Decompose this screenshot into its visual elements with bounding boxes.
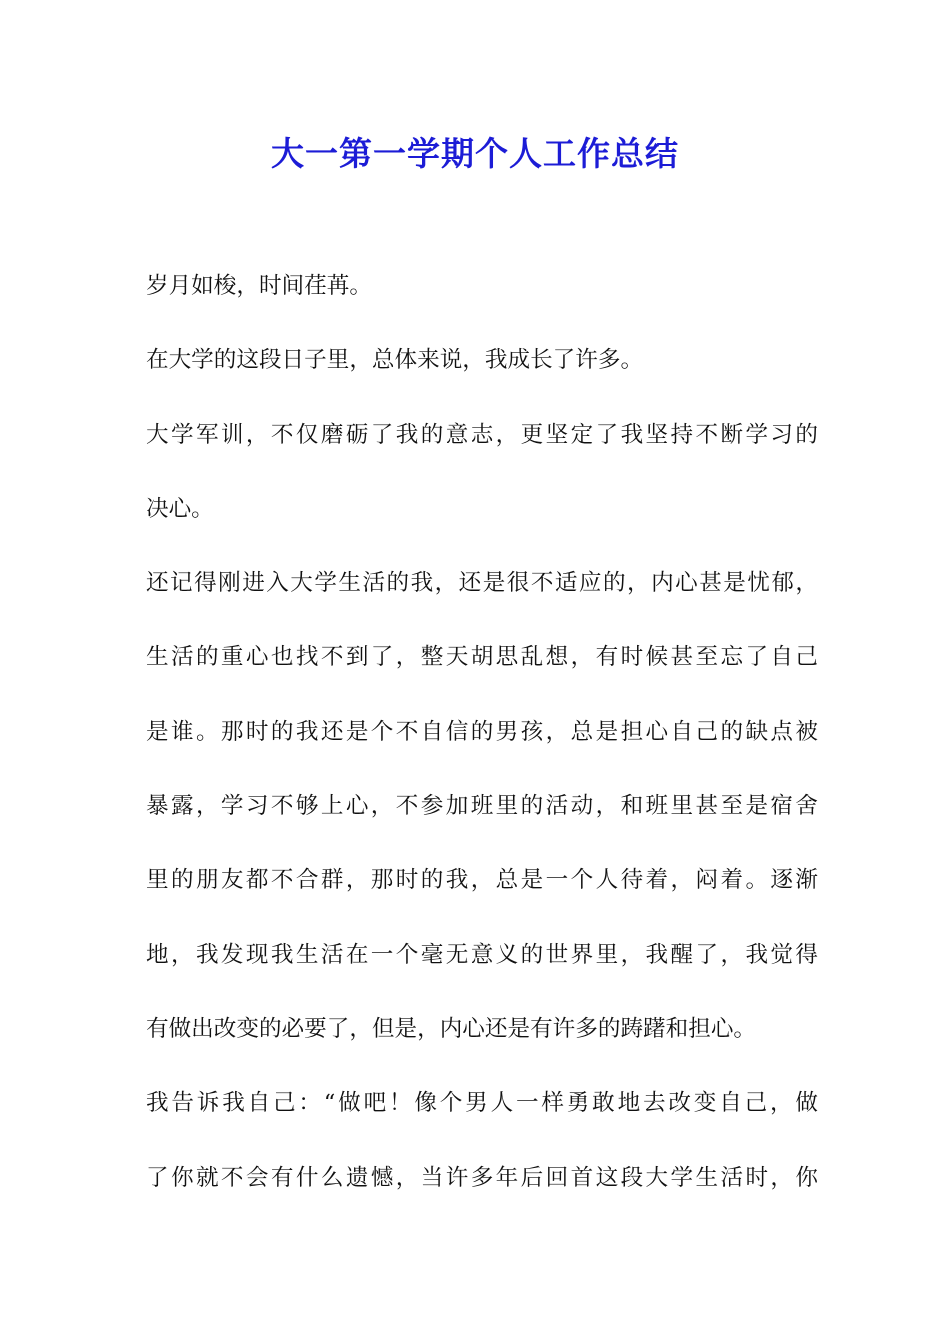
paragraph-line: 决心。: [146, 495, 214, 522]
document-title: 大一第一学期个人工作总结: [271, 134, 679, 173]
document-body: [146, 266, 818, 1232]
paragraph-line: 在大学的这段日子里，总体来说，我成长了许多。: [146, 347, 644, 374]
paragraph-line: 暴露，学习不够上心，不参加班里的活动，和班里甚至是宿舍: [146, 793, 818, 820]
paragraph-line: 还记得刚进入大学生活的我，还是很不适应的，内心甚是忧郁，: [146, 570, 818, 597]
paragraph-line: 有做出改变的必要了，但是，内心还是有许多的踌躇和担心。: [146, 1015, 757, 1042]
paragraph-line: 我告诉我自己：“做吧！像个男人一样勇敢地去改变自己，做: [146, 1090, 818, 1117]
paragraph-line: 是谁。那时的我还是个不自信的男孩，总是担心自己的缺点被: [146, 718, 818, 745]
paragraph-line: 生活的重心也找不到了，整天胡思乱想，有时候甚至忘了自己: [146, 644, 818, 671]
paragraph-line: 地，我发现我生活在一个毫无意义的世界里，我醒了，我觉得: [146, 941, 818, 968]
paragraph-line: 岁月如梭，时间荏苒。: [146, 273, 372, 299]
paragraph-line: 大学军训，不仅磨砺了我的意志，更坚定了我坚持不断学习的: [146, 421, 818, 448]
paragraph-line: 里的朋友都不合群，那时的我，总是一个人待着，闷着。逐渐: [146, 867, 818, 894]
paragraph-line: 了你就不会有什么遗憾，当许多年后回首这段大学生活时，你: [146, 1164, 818, 1191]
